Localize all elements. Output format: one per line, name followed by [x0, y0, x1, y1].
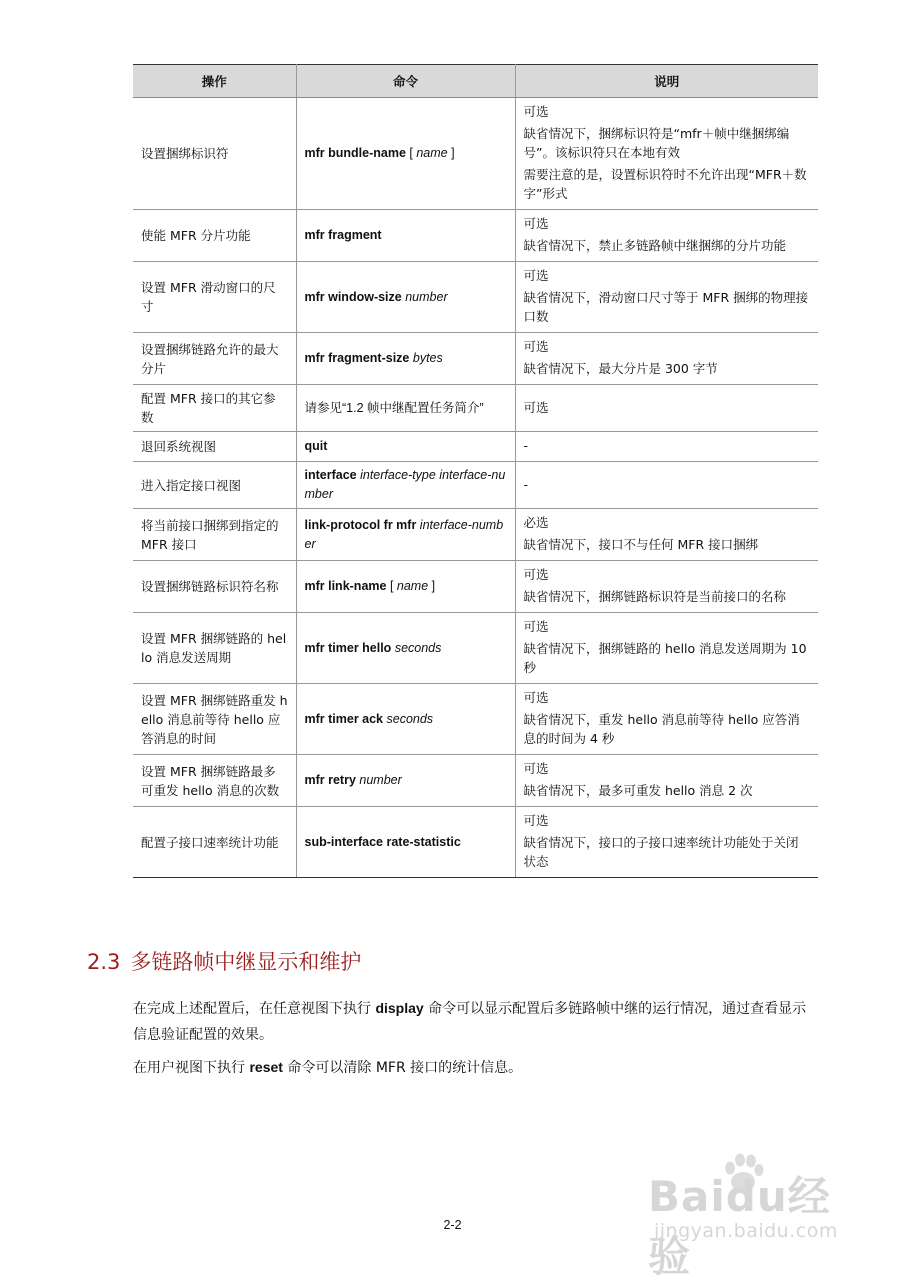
page-number: 2-2 [443, 1218, 462, 1232]
description-line: 可选 [523, 813, 549, 828]
paragraph-text: 在完成上述配置后，在任意视图下执行 [133, 1001, 376, 1017]
command-keyword: mfr link-name [304, 579, 387, 593]
command-cell [296, 333, 515, 385]
command-text: ] [428, 579, 436, 593]
command-cell [296, 262, 515, 333]
table-row [133, 210, 818, 262]
command-keyword: mfr fragment [304, 228, 382, 242]
operation-cell: 配置 MFR 接口的其它参数 [133, 385, 296, 432]
operation-cell: 设置捆绑标识符 [133, 98, 296, 210]
description-cell [515, 509, 818, 561]
command-keyword: mfr timer hello [304, 640, 392, 655]
command-cell [296, 684, 515, 755]
watermark [640, 1150, 870, 1281]
command-argument: seconds [394, 640, 442, 655]
command-keyword: interface [304, 468, 357, 482]
command-keyword: mfr bundle-name [304, 146, 406, 160]
command-cell [296, 807, 515, 878]
command-cell [296, 210, 515, 262]
description-line: 缺省情况下，接口的子接口速率统计功能处于关闭状态 [523, 835, 799, 869]
description-line: 缺省情况下，滑动窗口尺寸等于 MFR 捆绑的物理接口数 [523, 290, 809, 324]
paragraph-text: 在用户视图下执行 [133, 1060, 250, 1076]
command-table [133, 64, 818, 878]
table-row [133, 755, 818, 807]
header-command: 命令 [296, 65, 515, 98]
operation-cell: 退回系统视图 [133, 432, 296, 462]
description-line: 可选 [523, 268, 549, 283]
command-argument: interface-type interface-number [304, 468, 506, 501]
description-cell [515, 210, 818, 262]
description-cell [515, 684, 818, 755]
command-cell [296, 98, 515, 210]
description-line: 可选 [523, 619, 549, 634]
watermark-logo: Baidu经验 [648, 1172, 831, 1281]
operation-cell: 设置 MFR 捆绑链路最多可重发 hello 消息的次数 [133, 755, 296, 807]
table-row [133, 385, 818, 432]
table-row [133, 262, 818, 333]
description-cell [515, 462, 818, 509]
command-keyword: link-protocol fr mfr [304, 517, 417, 532]
description-line: 必选 [523, 515, 549, 530]
watermark-url: jingyan.baidu.com [654, 1220, 838, 1242]
description-cell [515, 432, 818, 462]
command-keyword: reset [249, 1059, 283, 1075]
description-cell [515, 385, 818, 432]
description-line: 缺省情况下，捆绑标识符是“mfr＋帧中继捆绑编号”。该标识符只在本地有效 [523, 126, 790, 160]
description-cell [515, 613, 818, 684]
description-line: 可选 [523, 567, 549, 582]
table-header-row [133, 65, 818, 98]
command-text: [ [405, 146, 417, 160]
description-cell [515, 561, 818, 613]
section-number: 2.3 [87, 950, 121, 974]
section-paragraph-display [133, 995, 818, 1048]
description-line: 可选 [523, 399, 549, 415]
table-row [133, 333, 818, 385]
operation-cell: 设置 MFR 捆绑链路的 hello 消息发送周期 [133, 613, 296, 684]
operation-cell: 设置捆绑链路允许的最大分片 [133, 333, 296, 385]
description-cell [515, 262, 818, 333]
description-cell [515, 807, 818, 878]
command-argument: bytes [412, 351, 443, 365]
description-line: 可选 [523, 690, 549, 705]
section-paragraph-reset [133, 1054, 818, 1081]
description-line: 缺省情况下，接口不与任何 MFR 接口捆绑 [523, 537, 759, 552]
description-line: - [523, 476, 529, 492]
command-keyword: mfr window-size [304, 289, 402, 304]
paragraph-text: 命令可以显示配置后多链路帧中继的运行情况，通过查看显示信息验证配置的效果。 [133, 1001, 807, 1043]
description-line: 缺省情况下，最多可重发 hello 消息 2 次 [523, 783, 753, 798]
description-cell [515, 333, 818, 385]
operation-cell: 设置捆绑链路标识符名称 [133, 561, 296, 613]
operation-cell: 进入指定接口视图 [133, 462, 296, 509]
table-row [133, 509, 818, 561]
command-keyword: mfr fragment-size [304, 351, 410, 365]
description-line: 缺省情况下，重发 hello 消息前等待 hello 应答消息的时间为 4 秒 [523, 712, 800, 746]
command-cell [296, 385, 515, 432]
table-body [133, 98, 818, 878]
description-line: 可选 [523, 216, 549, 231]
command-cell [296, 561, 515, 613]
command-cell [296, 432, 515, 462]
table-row [133, 462, 818, 509]
section-title: 多链路帧中继显示和维护 [130, 950, 362, 974]
description-line: 缺省情况下，最大分片是 300 字节 [523, 361, 718, 376]
command-keyword: mfr retry [304, 773, 356, 787]
description-line: - [523, 438, 529, 453]
description-line: 缺省情况下，捆绑链路的 hello 消息发送周期为 10 秒 [523, 641, 807, 675]
command-keyword: mfr timer ack [304, 711, 384, 726]
command-keyword: sub-interface rate-statistic [304, 834, 461, 849]
section-heading [87, 946, 361, 976]
command-cell [296, 462, 515, 509]
command-text: 请参见“1.2 帧中继配置任务简介” [304, 400, 484, 415]
operation-cell: 配置子接口速率统计功能 [133, 807, 296, 878]
command-text: [ [386, 579, 397, 593]
command-argument: number [405, 289, 448, 304]
description-cell [515, 98, 818, 210]
operation-cell: 将当前接口捆绑到指定的 MFR 接口 [133, 509, 296, 561]
command-cell [296, 509, 515, 561]
description-line: 缺省情况下，禁止多链路帧中继捆绑的分片功能 [523, 238, 787, 253]
command-keyword: display [375, 1000, 424, 1016]
header-description: 说明 [515, 65, 818, 98]
command-cell [296, 613, 515, 684]
command-argument: interface-number [304, 517, 504, 551]
command-argument: name [396, 579, 429, 593]
description-line: 可选 [523, 339, 549, 354]
table-row [133, 807, 818, 878]
command-argument: number [359, 773, 402, 787]
description-line: 需要注意的是，设置标识符时不允许出现“MFR＋数字”形式 [523, 167, 807, 201]
description-line: 缺省情况下，捆绑链路标识符是当前接口的名称 [523, 589, 787, 604]
operation-cell: 设置 MFR 捆绑链路重发 hello 消息前等待 hello 应答消息的时间 [133, 684, 296, 755]
table-row [133, 98, 818, 210]
command-keyword: quit [304, 439, 328, 453]
command-text: ] [447, 146, 455, 160]
table-row [133, 432, 818, 462]
command-cell [296, 755, 515, 807]
description-cell [515, 755, 818, 807]
table-row [133, 684, 818, 755]
description-line: 可选 [523, 104, 549, 119]
header-operation: 操作 [133, 65, 296, 98]
command-argument: seconds [386, 711, 434, 726]
table-row [133, 561, 818, 613]
operation-cell: 使能 MFR 分片功能 [133, 210, 296, 262]
operation-cell: 设置 MFR 滑动窗口的尺寸 [133, 262, 296, 333]
table-row [133, 613, 818, 684]
paragraph-text: 命令可以清除 MFR 接口的统计信息。 [282, 1060, 523, 1076]
description-line: 可选 [523, 761, 549, 776]
command-argument: name [416, 146, 448, 160]
